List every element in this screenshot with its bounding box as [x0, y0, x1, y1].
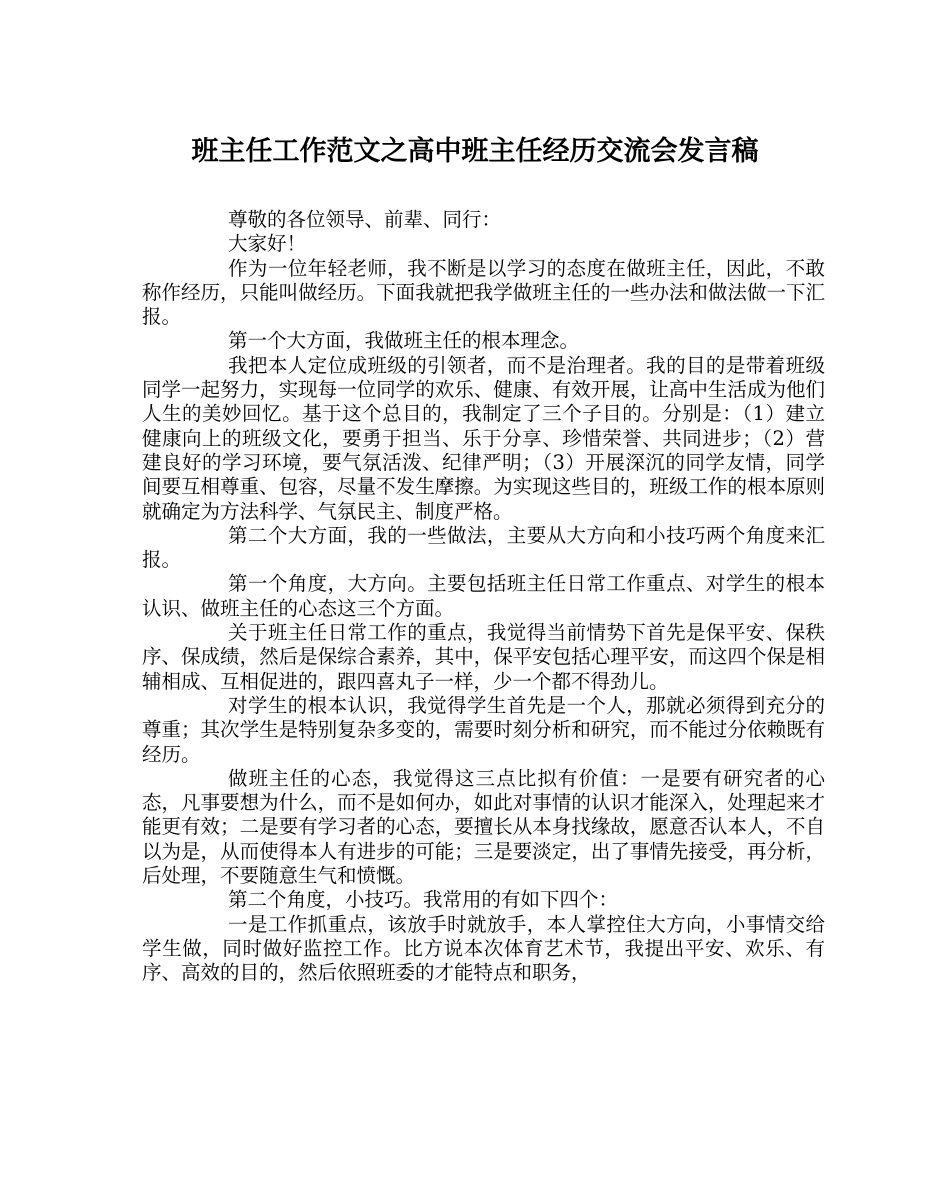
- body-paragraph: 第一个角度，大方向。主要包括班主任日常工作重点、对学生的根本认识、做班主任的心态这三个方面。: [142, 572, 825, 620]
- body-paragraph: 我把本人定位成班级的引领者，而不是治理者。我的目的是带着班级同学一起努力，实现每一位同学的欢乐、健康、有效开展，让高中生活成为他们人生的美妙回忆。基于这个总目的，我制定了三个子目的。分别是：（1）建立健康向上的班级文化，要勇于担当、乐于分享、珍惜荣誉、共同进步；（2）营建良好的学习环境，要气氛活泼、纪律严明；（3）开展深沉的同学友情，同学间要互相尊重、包容，尽量不发生摩擦。为实现这些目的，班级工作的根本原则就确定为方法科学、气氛民主、制度严格。: [142, 353, 825, 523]
- body-paragraph: 作为一位年轻老师，我不断是以学习的态度在做班主任，因此，不敢称作经历，只能叫做经历。下面我就把我学做班主任的一些办法和做法做一下汇报。: [142, 256, 825, 329]
- document-title: 班主任工作范文之高中班主任经历交流会发言稿: [191, 136, 759, 167]
- body-paragraph: 做班主任的心态，我觉得这三点比拟有价值：一是要有研究者的心态，凡事要想为什么，而不是如何办，如此对事情的认识才能深入，处理起来才能更有效；二是要有学习者的心态，要擅长从本身找缘故，愿意否认本人，不自以为是，从而使得本人有进步的可能；三是要淡定，出了事情先接受，再分析，后处理，不要随意生气和愤慨。: [142, 766, 825, 888]
- document-body: [142, 208, 825, 986]
- section-heading-paragraph: 第一个大方面，我做班主任的根本理念。: [228, 329, 580, 353]
- body-paragraph: 对学生的根本认识，我觉得学生首先是一个人，那就必须得到充分的尊重；其次学生是特别复杂多变的，需要时刻分析和研究，而不能过分依赖既有经历。: [142, 693, 825, 766]
- salutation-paragraph: 尊敬的各位领导、前辈、同行：: [228, 208, 502, 231]
- body-paragraph: 关于班主任日常工作的重点，我觉得当前情势下首先是保平安、保秩序、保成绩，然后是保综合素养，其中，保平安包括心理平安，而这四个保是相辅相成、互相促进的，跟四喜丸子一样，少一个都不得劲儿。: [142, 621, 825, 693]
- greeting-paragraph: 大家好！: [228, 232, 307, 256]
- body-paragraph: 第二个角度，小技巧。我常用的有如下四个：: [228, 888, 619, 912]
- section-heading-paragraph: 第二个大方面，我的一些做法，主要从大方向和小技巧两个角度来汇报。: [142, 523, 825, 572]
- body-paragraph: 一是工作抓重点，该放手时就放手，本人掌控住大方向，小事情交给学生做，同时做好监控工作。比方说本次体育艺术节，我提出平安、欢乐、有序、高效的目的，然后依照班委的才能特点和职务，: [142, 912, 825, 985]
